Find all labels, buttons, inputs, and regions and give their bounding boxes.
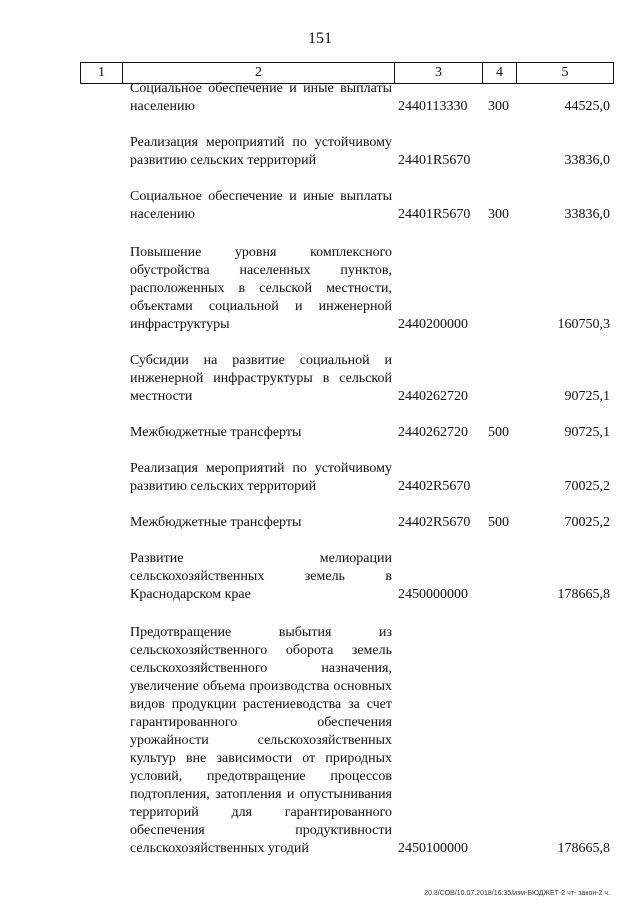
row-amount: 160750,3 <box>557 317 610 332</box>
row-code: 2440262720 <box>398 389 468 404</box>
footer-stamp: 20.3/СОВ/10.07.2018/16:35/изм-БЮДЖЕТ-2 чт- закон-2 ч. <box>424 890 610 897</box>
row-amount: 90725,1 <box>564 389 610 404</box>
row-amount: 70025,2 <box>564 479 610 494</box>
row-code: 24401R5670 <box>398 153 471 168</box>
row-description: Социальное обеспечение и иные выплаты населению <box>130 189 392 222</box>
row-code: 24402R5670 <box>398 479 471 494</box>
row-code: 24402R5670 <box>398 515 471 530</box>
row-expense-type: 500 <box>488 425 509 440</box>
table-row <box>130 80 610 116</box>
row-description: Реализация мероприятий по устойчивому развитию сельских территорий <box>130 135 392 168</box>
row-description: Развитие мелиорации сельскохозяйственных земель в Краснодарском крае <box>130 551 392 602</box>
row-description: Предотвращение выбытия из сельскохозяйственного оборота земель сельскохозяйственного назначения, увеличение объема производства основных видов продукции растениеводства за счет гарантированного обеспечения урожайности сельскохозяйственных культур вне зависимости от природных условий, предотвращение процессов подтопления, затопления и опустынивания территорий для гарантированного обеспечения продуктивности сельскохозяйственных угодий <box>130 625 392 856</box>
row-amount: 33836,0 <box>564 153 610 168</box>
page-number: 151 <box>308 30 332 47</box>
row-expense-type: 300 <box>488 99 509 114</box>
table-row <box>130 424 610 442</box>
header-cell-2: 2 <box>123 63 395 83</box>
table-row <box>130 244 610 334</box>
row-amount: 178665,8 <box>557 587 610 602</box>
row-code: 2440200000 <box>398 317 468 332</box>
row-code: 2440113330 <box>398 99 468 114</box>
row-amount: 70025,2 <box>564 515 610 530</box>
row-code: 24401R5670 <box>398 207 471 222</box>
header-cell-4: 4 <box>483 63 517 83</box>
table-row <box>130 188 610 224</box>
header-cell-3: 3 <box>395 63 483 83</box>
row-expense-type: 500 <box>488 515 509 530</box>
row-description: Субсидии на развитие социальной и инженерной инфраструктуры в сельской местности <box>130 353 392 404</box>
row-amount: 33836,0 <box>564 207 610 222</box>
row-code: 2450100000 <box>398 841 468 856</box>
table-row <box>130 550 610 604</box>
table-row <box>130 624 610 858</box>
row-description: Межбюджетные трансферты <box>130 515 302 530</box>
row-amount: 178665,8 <box>557 841 610 856</box>
table-row <box>130 134 610 170</box>
row-code: 2440262720 <box>398 425 468 440</box>
row-description: Межбюджетные трансферты <box>130 425 302 440</box>
header-cell-1: 1 <box>81 63 123 83</box>
row-amount: 90725,1 <box>564 425 610 440</box>
table-row <box>130 460 610 496</box>
row-amount: 44525,0 <box>564 99 610 114</box>
header-cell-5: 5 <box>561 65 569 80</box>
row-description: Социальное обеспечение и иные выплаты населению <box>130 81 392 114</box>
row-description: Реализация мероприятий по устойчивому развитию сельских территорий <box>130 461 392 494</box>
table-body <box>130 80 610 858</box>
table-row <box>130 514 610 532</box>
row-code: 2450000000 <box>398 587 468 602</box>
row-description: Повышение уровня комплексного обустройства населенных пунктов, расположенных в сельской местности, объектами социальной и инженерной инфраструктуры <box>130 245 392 332</box>
row-expense-type: 300 <box>488 207 509 222</box>
table-row <box>130 352 610 406</box>
